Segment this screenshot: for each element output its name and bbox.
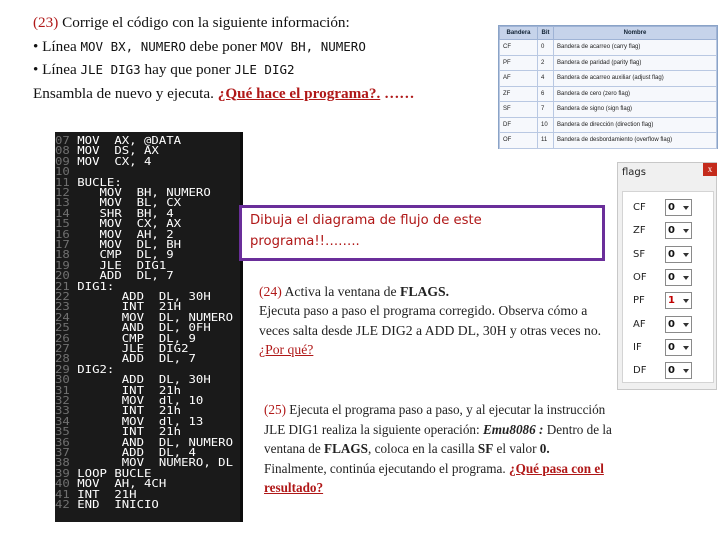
flag-value: 0 [668,271,675,283]
flag-row-if [623,338,713,358]
code-text: AND DL, NUMERO [69,435,234,449]
code-line [55,156,243,167]
flag-row-cf [623,198,713,218]
flag-label: SF [633,248,646,260]
line-number: 11 [55,175,70,189]
result-question: ¿Qué pasa con el resultado? [264,460,604,496]
chevron-down-icon [683,276,689,280]
code-text: BUCLE: [69,175,122,189]
table-header-row [500,27,717,40]
line-number: 40 [55,477,70,491]
code-text: INT 21H [69,487,137,501]
line-number: 33 [55,404,70,418]
line-number: 35 [55,425,70,439]
flag-value-select[interactable] [665,362,692,379]
exercise-25: (25) Ejecuta el programa paso a paso, y al ejecutar la instrucción JLE DIG1 realiza la siguiente operación: Emu8086 : Dentro de la ventana de FLAGS, coloca en la casilla SF el valor 0. Finalmente, continúa ejecutando el programa. ¿Qué pasa con el resultado? [264,402,612,496]
code-text: SHR BH, 4 [69,206,174,220]
program-question: ¿Qué hace el programa?. [217,84,381,102]
line-number: 37 [55,446,70,459]
flag-row-of [623,268,713,288]
flag-label: IF [633,341,642,353]
code-text: ADD DL, 4 [69,446,196,459]
flag-label: CF [633,202,646,213]
chevron-down-icon [683,369,689,373]
line-number: 08 [55,144,70,158]
line-number: 09 [55,154,70,168]
flag-row-af [623,315,713,335]
line-number: 28 [55,352,70,366]
code-text: DIG2: [69,362,115,376]
table-row: AF 4 Bandera de acarreo auxiliar (adjust flag) [500,71,717,87]
code-text: MOV NUMERO, DL [69,456,234,470]
flag-row-sf [623,245,713,265]
line-number: 27 [55,342,70,355]
assembly-code-listing [55,132,243,522]
exercise-23-heading [33,11,493,105]
flag-label: DF [633,365,647,377]
code-text: END INICIO [69,498,159,511]
flag-value: 1 [668,295,675,307]
line-number: 39 [55,466,70,480]
chevron-down-icon [683,206,689,210]
code-text: MOV AH, 2 [69,227,174,241]
close-icon[interactable]: x [703,163,717,176]
code-text: MOV dl, 13 [69,414,204,428]
code-text: MOV AX, @DATA [69,134,182,147]
code-text: MOV BH, NUMERO [69,186,211,199]
code-text: ADD DL, 30H [69,290,211,303]
code-text: INT 21H [69,300,182,314]
table-row: OF 11 Bandera de desbordamiento (overflow flag) [500,133,717,149]
code-text: CMP DL, 9 [69,248,174,262]
line-number: 23 [55,300,70,314]
heading-line-2: • Línea MOV BX, NUMERO debe poner MOV BH, NUMERO [33,37,366,55]
flag-row-df [623,361,713,381]
code-text: MOV CX, 4 [69,154,152,168]
table-row: PF 2 Bandera de paridad (parity flag) [500,55,717,71]
table-row: ZF 6 Bandera de cero (zero flag) [500,86,717,102]
line-number: 30 [55,373,70,387]
line-number: 19 [55,258,70,272]
line-number: 31 [55,383,70,397]
line-number: 12 [55,186,70,199]
line-number: 32 [55,394,70,407]
flag-value-select[interactable] [665,339,692,356]
flag-value-select[interactable] [665,199,692,216]
line-number: 20 [55,269,70,283]
flag-row-pf [623,291,713,311]
flag-label: PF [633,295,645,307]
line-number: 25 [55,321,70,335]
line-number: 14 [55,206,70,220]
line-number: 34 [55,414,70,428]
heading-line-4: Ensambla de nuevo y ejecuta. ¿Qué hace el programa?. …… [33,84,415,102]
code-text: INT 21h [69,425,182,439]
flag-row-zf [623,221,713,241]
flow-diagram-prompt: Dibuja el diagrama de flujo de este programa!!…….. [250,213,482,249]
exercise-24: (24) Activa la ventana de FLAGS. Ejecuta paso a paso el programa corregido. Observa cómo a veces salta desde JLE DIG2 a ADD DL, 30H y otras veces no. ¿Por qué? [259,284,602,357]
line-number: 10 [55,165,70,179]
line-number: 18 [55,248,70,262]
code-text: ADD DL, 7 [69,269,174,283]
code-text: AND DL, 0FH [69,321,211,335]
code-text: MOV DS, AX [69,144,159,158]
header-bandera: Bandera [500,27,538,40]
code-line [55,499,243,510]
line-number: 26 [55,331,70,345]
code-text: MOV CX, AX [69,217,182,231]
line-number: 22 [55,290,70,303]
chevron-down-icon [683,229,689,233]
why-question: ¿Por qué? [259,341,314,357]
line-number: 24 [55,310,70,324]
flag-value-select[interactable] [665,222,692,239]
flag-value: 0 [668,318,675,330]
flag-label: ZF [633,225,646,237]
heading-line-1: (23) Corrige el código con la siguiente información: [33,14,350,31]
flags-window-title: flags [622,167,646,178]
header-bit: Bit [538,27,554,40]
header-nombre: Nombre [554,27,717,40]
chevron-down-icon [683,253,689,257]
code-text: MOV AH, 4CH [69,477,167,491]
table-row: CF 0 Bandera de acarreo (carry flag) [500,40,717,56]
chevron-down-icon [683,346,689,350]
flags-list [622,191,714,383]
code-text: ADD DL, 7 [69,352,196,366]
line-number: 29 [55,362,70,376]
line-number: 17 [55,238,70,251]
flag-value: 0 [668,248,675,260]
code-text: DIG1: [69,279,115,293]
heading-line-3: • Línea JLE DIG3 hay que poner JLE DIG2 [33,61,295,78]
code-text: LOOP BUCLE [69,466,152,480]
flag-value: 0 [668,341,675,353]
code-text: JLE DIG1 [69,258,167,272]
line-number: 16 [55,227,70,241]
flag-value-select[interactable] [665,316,692,333]
line-number: 41 [55,487,70,501]
code-text: CMP DL, 9 [69,331,196,345]
flags-reference-table [498,25,718,149]
flag-value: 0 [668,225,675,237]
code-text: MOV DL, BH [69,238,182,251]
code-text: MOV DL, NUMERO [69,310,234,324]
flags-window [617,162,717,390]
line-number: 07 [55,134,70,147]
line-number: 38 [55,456,70,470]
table-row: SF 7 Bandera de signo (sign flag) [500,102,717,118]
code-text: JLE DIG2 [69,342,189,355]
code-text: MOV dl, 10 [69,394,204,407]
flag-value: 0 [668,202,675,213]
code-text: ADD DL, 30H [69,373,211,387]
line-number: 13 [55,196,70,210]
flag-value-select[interactable] [665,269,692,286]
flag-value: 0 [668,365,675,377]
line-number: 15 [55,217,70,231]
table-row: DF 10 Bandera de dirección (direction flag) [500,117,717,133]
line-number: 36 [55,435,70,449]
code-text: MOV BL, CX [69,196,182,210]
flag-label: OF [633,271,647,283]
chevron-down-icon [683,299,689,303]
line-number: 21 [55,279,70,293]
flag-value-select[interactable] [665,246,692,263]
flag-value-select[interactable] [665,292,692,309]
line-number: 42 [55,498,70,511]
flow-diagram-prompt-box [239,205,605,261]
code-text: INT 21h [69,404,182,418]
code-text: INT 21h [69,383,182,397]
chevron-down-icon [683,323,689,327]
flag-label: AF [633,318,646,330]
